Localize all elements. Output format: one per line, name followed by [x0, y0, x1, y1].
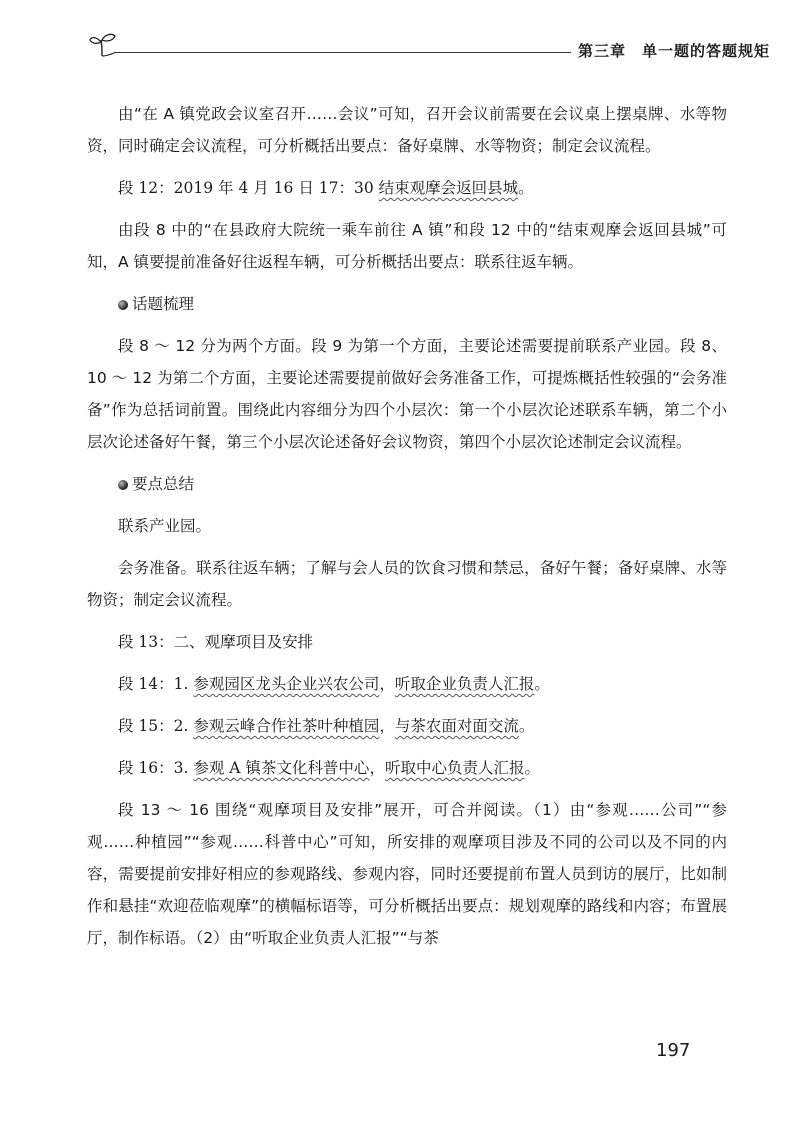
paragraph-segment-13: 段 13：二、观摩项目及安排	[118, 633, 314, 651]
chapter-number: 第三章	[578, 42, 627, 60]
sprout-icon	[88, 32, 118, 58]
punctuation: 。	[524, 759, 540, 777]
underlined-text: 听取企业负责人汇报	[394, 675, 535, 693]
underlined-text: 参观园区龙头企业兴农公司	[193, 675, 380, 693]
segment-label: 段 16：3.	[118, 759, 194, 777]
bullet-icon	[118, 300, 128, 310]
paragraph-segment-14	[87, 668, 727, 700]
underlined-text: 参观云峰合作社茶叶种植园	[193, 717, 380, 735]
segment-label: 段 14：1.	[118, 675, 194, 693]
underlined-text: 听取中心负责人汇报	[384, 759, 525, 777]
header-rule	[116, 52, 571, 53]
paragraph-segment-12	[87, 172, 727, 204]
segment-label: 段 12：2019 年 4 月 16 日 17：30	[118, 179, 379, 197]
punctuation: 。	[518, 717, 535, 735]
underlined-text: 参观 A 镇茶文化科普中心	[193, 759, 370, 777]
punctuation: ，	[369, 759, 385, 777]
punctuation: 。	[534, 675, 550, 693]
bullet-icon	[118, 480, 128, 490]
punctuation: 。	[518, 179, 534, 197]
subheading-topic	[87, 288, 727, 320]
subheading-text: 要点总结	[132, 475, 195, 493]
chapter-heading	[578, 40, 770, 61]
punctuation: ，	[379, 717, 395, 735]
subheading-text: 话题梳理	[132, 295, 195, 313]
underlined-text: 结束观摩会返回县城	[378, 179, 519, 197]
chapter-title: 单一题的答题规矩	[642, 42, 771, 60]
paragraph: 由“在 A 镇党政会议室召开……会议”可知，召开会议前需要在会议桌上摆桌牌、水等物资，同时确定会议流程，可分析概括出要点：备好桌牌、水等物资；制定会议流程。	[87, 105, 727, 155]
paragraph: 段 8 ～ 12 分为两个方面。段 9 为第一个方面，主要论述需要提前联系产业园。段 8、10 ～ 12 为第二个方面，主要论述需要提前做好会务准备工作，可提炼概括性较强的“会务准备”作为总括词前置。围绕此内容细分为四个小层次：第一个小层次论述联系车辆，第二个小层次论述备好午餐，第三个小层次论述备好会议物资，第四个小层次论述制定会议流程。	[87, 337, 727, 451]
paragraph: 由段 8 中的“在县政府大院统一乘车前往 A 镇”和段 12 中的“结束观摩会返回县城”可知，A 镇要提前准备好往返程车辆，可分析概括出要点：联系往返车辆。	[87, 221, 727, 271]
punctuation: ，	[379, 675, 395, 693]
paragraph: 联系产业园。	[118, 517, 212, 535]
paragraph: 会务准备。联系往返车辆；了解与会人员的饮食习惯和禁忌，备好午餐；备好桌牌、水等物资；制定会议流程。	[87, 559, 727, 609]
running-header	[88, 32, 771, 64]
subheading-summary	[87, 468, 727, 500]
segment-label: 段 15：2.	[118, 717, 194, 735]
paragraph: 段 13 ～ 16 围绕“观摩项目及安排”展开，可合并阅读。（1）由“参观……公司”“参观……种植园”“参观……科普中心”可知，所安排的观摩项目涉及不同的公司以及不同的内容，需要提前安排好相应的参观路线、参观内容，同时还要提前布置人员到访的展厅，比如制作和悬挂“欢迎莅临观摩”的横幅标语等，可分析概括出要点：规划观摩的路线和内容；布置展厅，制作标语。（2）由“听取企业负责人汇报”“与茶	[87, 801, 727, 947]
page-body	[87, 98, 727, 954]
page-number: 197	[656, 1040, 691, 1061]
paragraph-segment-16	[87, 752, 727, 784]
paragraph-segment-15	[87, 710, 727, 742]
underlined-text: 与茶农面对面交流	[394, 717, 519, 735]
